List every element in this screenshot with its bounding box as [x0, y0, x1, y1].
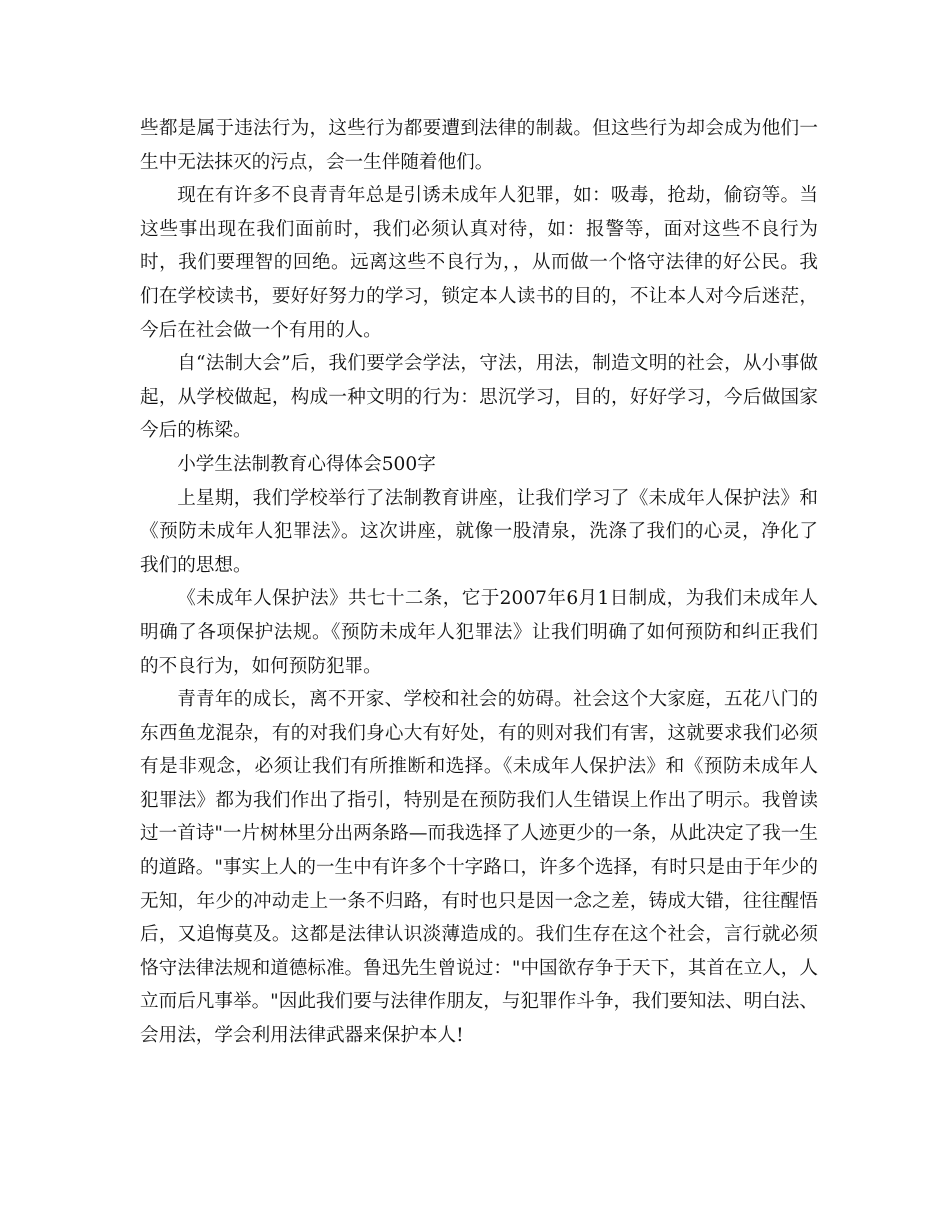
paragraph-3: 自“法制大会”后，我们要学会学法，守法，用法，制造文明的社会，从小事做起，从学校做起，构成一种文明的行为：思沉学习，目的，好好学习，今后做国家今后的栋梁。: [140, 353, 818, 442]
paragraph-5: 《未成年人保护法》共七十二条，它于2007年6月1日制成，为我们未成年人明确了各项保护法规。《预防未成年人犯罪法》让我们明确了如何预防和纠正我们的不良行为，如何预防犯罪。: [140, 588, 818, 677]
paragraph-4: 上星期，我们学校举行了法制教育讲座，让我们学习了《未成年人保护法》和《预防未成年人犯罪法》。这次讲座，就像一股清泉，洗涤了我们的心灵，净化了我们的思想。: [140, 487, 818, 576]
document-body: [140, 112, 818, 1053]
paragraph-6: 青青年的成长，离不开家、学校和社会的妨碍。社会这个大家庭，五花八门的东西鱼龙混杂，有的对我们身心大有好处，有的则对我们有害，这就要求我们必须有是非观念，必须让我们有所推断和选择。《未成年人保护法》和《预防未成年人犯罪法》都为我们作出了指引，特别是在预防我们人生错误上作出了明示。我曾读过一首诗"一片树林里分出两条路—而我选择了人迹更少的一条，从此决定了我一生的道路。"事实上人的一生中有许多个十字路口，许多个选择，有时只是由于年少的无知，年少的冲动走上一条不归路，有时也只是因一念之差，铸成大错，往往醒悟后，又追悔莫及。这都是法律认识淡薄造成的。我们生存在这个社会，言行就必须恪守法律法规和道德标准。鲁迅先生曾说过："中国欲存争于天下，其首在立人，人立而后凡事举。"因此我们要与法律作朋友，与犯罪作斗争，我们要知法、明白法、会用法，学会利用法律武器来保护本人!: [140, 689, 818, 1047]
paragraph-2: 现在有许多不良青青年总是引诱未成年人犯罪，如：吸毒，抢劫，偷窃等。当这些事出现在我们面前时，我们必须认真对待，如：报警等，面对这些不良行为时，我们要理智的回绝。远离这些不良行为，，从而做一个恪守法律的好公民。我们在学校读书，要好好努力的学习，锁定本人读书的目的，不让本人对今后迷茫，今后在社会做一个有用的人。: [140, 185, 818, 341]
paragraph-1: 些都是属于违法行为，这些行为都要遭到法律的制裁。但这些行为却会成为他们一生中无法抹灭的污点，会一生伴随着他们。: [140, 118, 818, 173]
section-heading: 小学生法制教育心得体会500字: [177, 453, 436, 475]
